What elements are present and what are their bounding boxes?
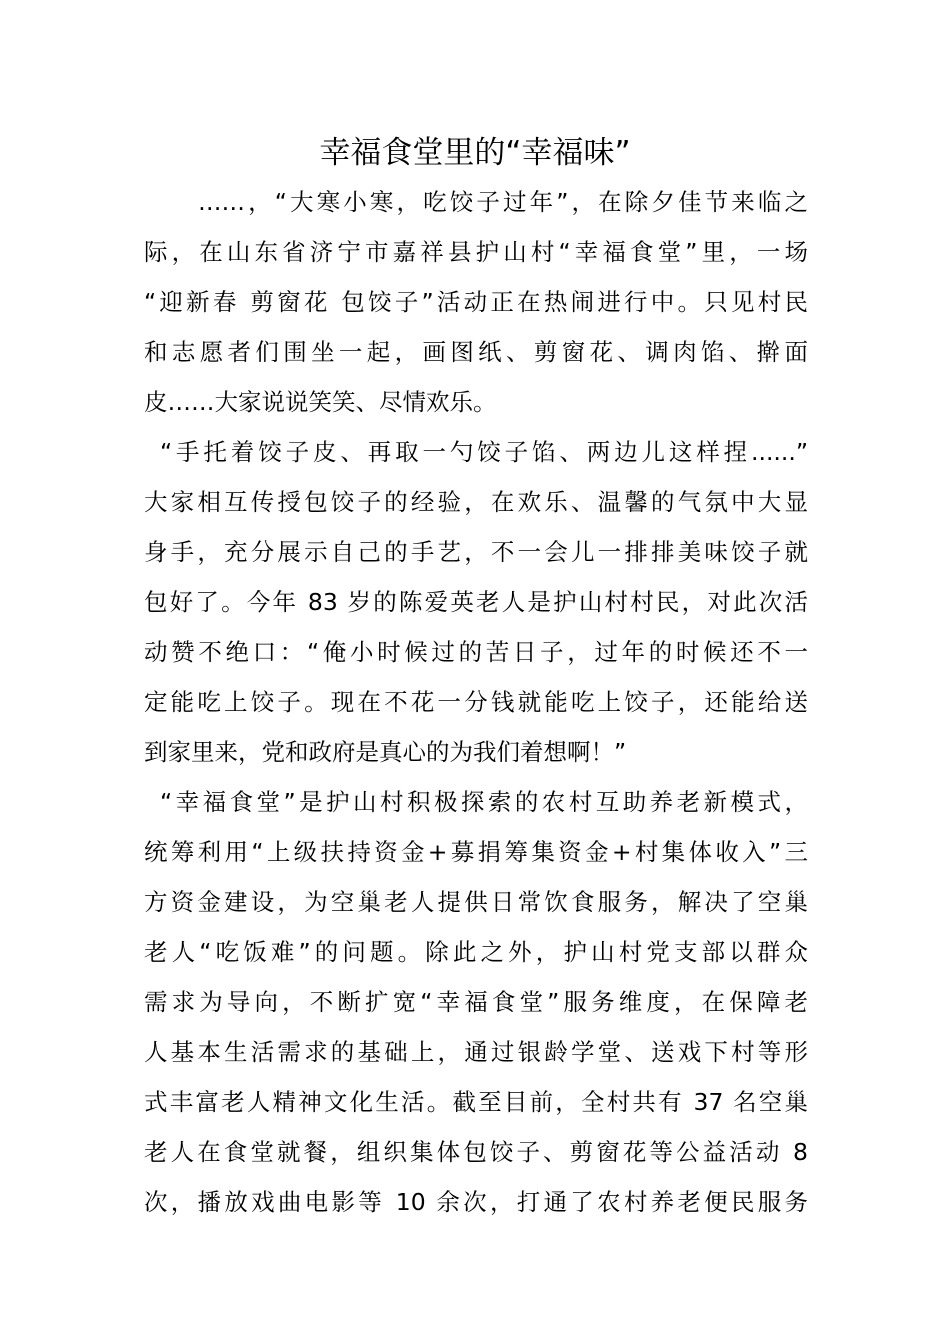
paragraph-2-line-1: “手托着饺子皮、再取一勺饺子馅、两边儿这样捏......”: [160, 438, 808, 466]
paragraph-3-line-8: 老人在食堂就餐，组织集体包饺子、剪窗花等公益活动 8: [144, 1138, 808, 1166]
paragraph-3-line-6: 人基本生活需求的基础上，通过银龄学堂、送戏下村等形: [144, 1038, 808, 1066]
paragraph-1-line-4: 和志愿者们围坐一起，画图纸、剪窗花、调肉馅、擀面: [144, 338, 808, 366]
paragraph-1-line-2: 际，在山东省济宁市嘉祥县护山村“幸福食堂”里，一场: [144, 238, 808, 266]
paragraph-3-line-5: 需求为导向，不断扩宽“幸福食堂”服务维度，在保障老: [144, 988, 808, 1016]
paragraph-2-line-5: 动赞不绝口：“俺小时候过的苦日子，过年的时候还不一: [144, 638, 808, 666]
paragraph-2-line-6: 定能吃上饺子。现在不花一分钱就能吃上饺子，还能给送: [144, 688, 808, 716]
paragraph-3-line-4: 老人“吃饭难”的问题。除此之外，护山村党支部以群众: [144, 938, 808, 966]
paragraph-2-line-4: 包好了。今年 83 岁的陈爱英老人是护山村村民，对此次活: [144, 588, 808, 616]
paragraph-2-line-3: 身手，充分展示自己的手艺，不一会儿一排排美味饺子就: [144, 538, 808, 566]
paragraph-2-line-7: 到家里来，党和政府是真心的为我们着想啊！”: [144, 738, 627, 766]
paragraph-1-line-1: ……，“大寒小寒，吃饺子过年”，在除夕佳节来临之: [198, 188, 808, 216]
paragraph-2-line-2: 大家相互传授包饺子的经验，在欢乐、温馨的气氛中大显: [144, 488, 808, 516]
paragraph-1-line-5: 皮……大家说说笑笑、尽情欢乐。: [144, 388, 497, 416]
document-title: 幸福食堂里的“幸福味”: [319, 135, 631, 171]
paragraph-3-line-3: 方资金建设，为空巢老人提供日常饮食服务，解决了空巢: [144, 888, 808, 916]
paragraph-3-line-2: 统筹利用“上级扶持资金+募捐筹集资金+村集体收入”三: [144, 838, 808, 866]
paragraph-3-line-9: 次，播放戏曲电影等 10 余次，打通了农村养老便民服务: [144, 1188, 808, 1216]
paragraph-3-line-1: “幸福食堂”是护山村积极探索的农村互助养老新模式，: [160, 788, 808, 816]
paragraph-3-line-7: 式丰富老人精神文化生活。截至目前，全村共有 37 名空巢: [144, 1088, 808, 1116]
paragraph-1-line-3: “迎新春 剪窗花 包饺子”活动正在热闹进行中。只见村民: [144, 288, 808, 316]
